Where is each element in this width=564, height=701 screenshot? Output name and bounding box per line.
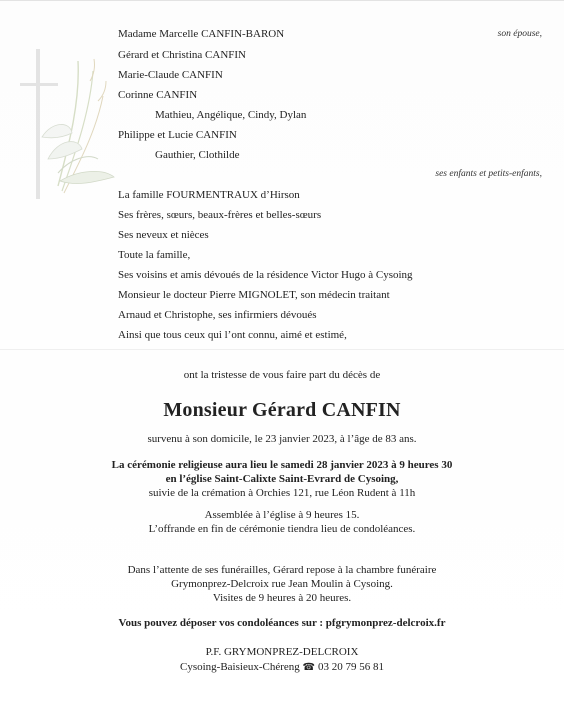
- spouse-line: Madame Marcelle CANFIN-BARON: [118, 28, 285, 40]
- funeral-home-line: Dans l’attente de ses funérailles, Gérard repose à la chambre funéraire: [127, 564, 437, 576]
- children-note: ses enfants et petits-enfants,: [435, 169, 542, 179]
- spouse-note: son épouse,: [497, 29, 542, 39]
- company-city: Cysoing-Baisieux-Chéreng: [180, 661, 300, 673]
- relative-line: Ses neveux et nièces: [118, 229, 209, 241]
- relative-line: Ainsi que tous ceux qui l’ont connu, aimé et estimé,: [118, 329, 347, 341]
- relative-line: Ses frères, sœurs, beaux-frères et belles-sœurs: [118, 209, 322, 221]
- company-phone: 03 20 79 56 81: [317, 661, 384, 673]
- relative-line: Arnaud et Christophe, ses infirmiers dévoués: [118, 309, 317, 321]
- company-contact: [0, 661, 564, 674]
- visiting-hours: Visites de 9 heures à 20 heures.: [212, 592, 352, 604]
- relative-line: Monsieur le docteur Pierre MIGNOLET, son médecin traitant: [118, 289, 390, 301]
- family-line: Philippe et Lucie CANFIN: [118, 129, 237, 141]
- grandchildren-line: Mathieu, Angélique, Cindy, Dylan: [155, 109, 307, 121]
- relative-line: La famille FOURMENTRAUX d’Hirson: [118, 189, 300, 201]
- assembly-time: Assemblée à l’église à 9 heures 15.: [204, 509, 360, 521]
- telephone-icon: ☎: [302, 662, 315, 673]
- offering-note: L’offrande en fin de cérémonie tiendra lieu de condoléances.: [148, 523, 416, 535]
- deceased-name: Monsieur Gérard CANFIN: [163, 399, 401, 421]
- funeral-company: P.F. GRYMONPREZ-DELCROIX: [205, 646, 359, 658]
- announcement-intro: ont la tristesse de vous faire part du décès de: [183, 369, 381, 381]
- cross-lily-decoration-icon: [18, 41, 118, 206]
- family-line: Corinne CANFIN: [118, 89, 198, 101]
- family-line: Marie-Claude CANFIN: [118, 69, 223, 81]
- family-line: Gérard et Christina CANFIN: [118, 49, 247, 61]
- relative-line: Toute la famille,: [118, 249, 191, 261]
- relative-line: Ses voisins et amis dévoués de la résidence Victor Hugo à Cysoing: [118, 269, 413, 281]
- ceremony-church: en l’église Saint-Calixte Saint-Evrard de Cysoing,: [165, 473, 399, 485]
- condolences-line: Vous pouvez déposer vos condoléances sur : pfgrymonprez-delcroix.fr: [118, 617, 446, 629]
- funeral-home-line: Grymonprez-Delcroix rue Jean Moulin à Cysoing.: [171, 578, 393, 590]
- grandchildren-line: Gauthier, Clothilde: [155, 149, 240, 161]
- ceremony-date: La cérémonie religieuse aura lieu le samedi 28 janvier 2023 à 9 heures 30: [111, 459, 453, 471]
- death-details: survenu à son domicile, le 23 janvier 2023, à l’âge de 83 ans.: [147, 433, 417, 445]
- cremation-info: suivie de la crémation à Orchies 121, rue Léon Rudent à 11h: [148, 487, 416, 499]
- fold-divider: [0, 349, 564, 350]
